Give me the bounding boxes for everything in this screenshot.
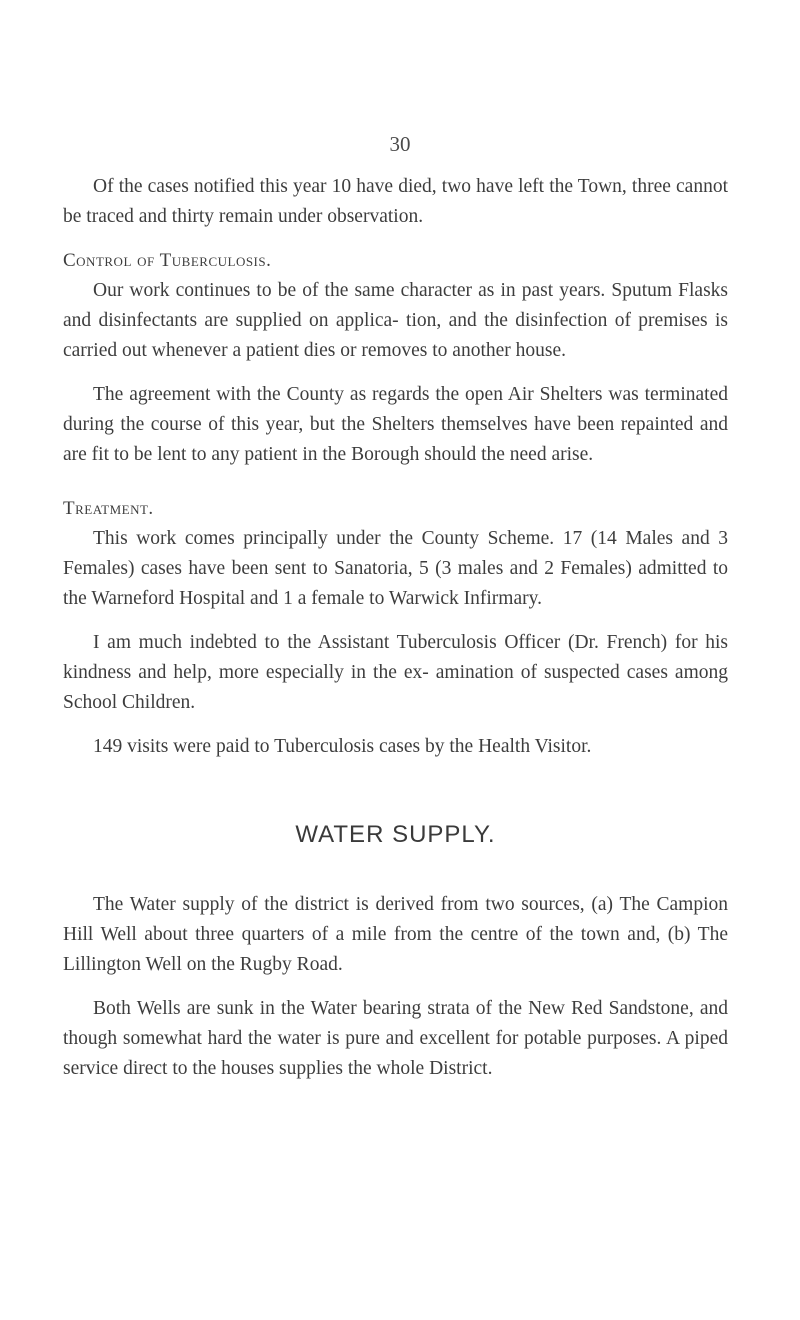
water-supply-heading: WATER SUPPLY. (295, 821, 496, 848)
page-number: 30 (389, 132, 411, 156)
tuberculosis-control-heading: Control of Tuberculosis. (63, 250, 272, 271)
document-body (63, 172, 728, 1084)
intro-paragraph: Of the cases notified this year 10 have died, two have left the Town, three cannot be traced and thirty remain under observation. (63, 176, 728, 227)
treatment-heading: Treatment. (63, 498, 154, 519)
treatment-paragraph-2: I am much indebted to the Assistant Tuberculosis Officer (Dr. French) for his kindness and help, more especially in the ex- amination of suspected cases among School Children. (63, 632, 728, 713)
water-supply-paragraph-2: Both Wells are sunk in the Water bearing strata of the New Red Sandstone, and though somewhat hard the water is pure and excellent for potable purposes. A piped service direct to the houses supplies the whole District. (63, 998, 728, 1079)
treatment-paragraph-1: This work comes principally under the County Scheme. 17 (14 Males and 3 Females) cases have been sent to Sanatoria, 5 (3 males and 2 Females) admitted to the Warneford Hospital and 1 a female to Warwick Infirmary. (63, 528, 728, 609)
tuberculosis-paragraph-1: Our work continues to be of the same character as in past years. Sputum Flasks and disinfectants are supplied on applica- tion, and the disinfection of premises is carried out whenever a patient dies or removes to another house. (63, 280, 728, 361)
water-supply-paragraph-1: The Water supply of the district is derived from two sources, (a) The Campion Hill Well about three quarters of a mile from the centre of the town and, (b) The Lillington Well on the Rugby Road. (63, 894, 728, 975)
treatment-paragraph-3: 149 visits were paid to Tuberculosis cases by the Health Visitor. (93, 736, 592, 757)
tuberculosis-paragraph-2: The agreement with the County as regards the open Air Shelters was terminated during the course of this year, but the Shelters themselves have been repainted and are fit to be lent to any patient in the Borough should the need arise. (63, 384, 728, 465)
